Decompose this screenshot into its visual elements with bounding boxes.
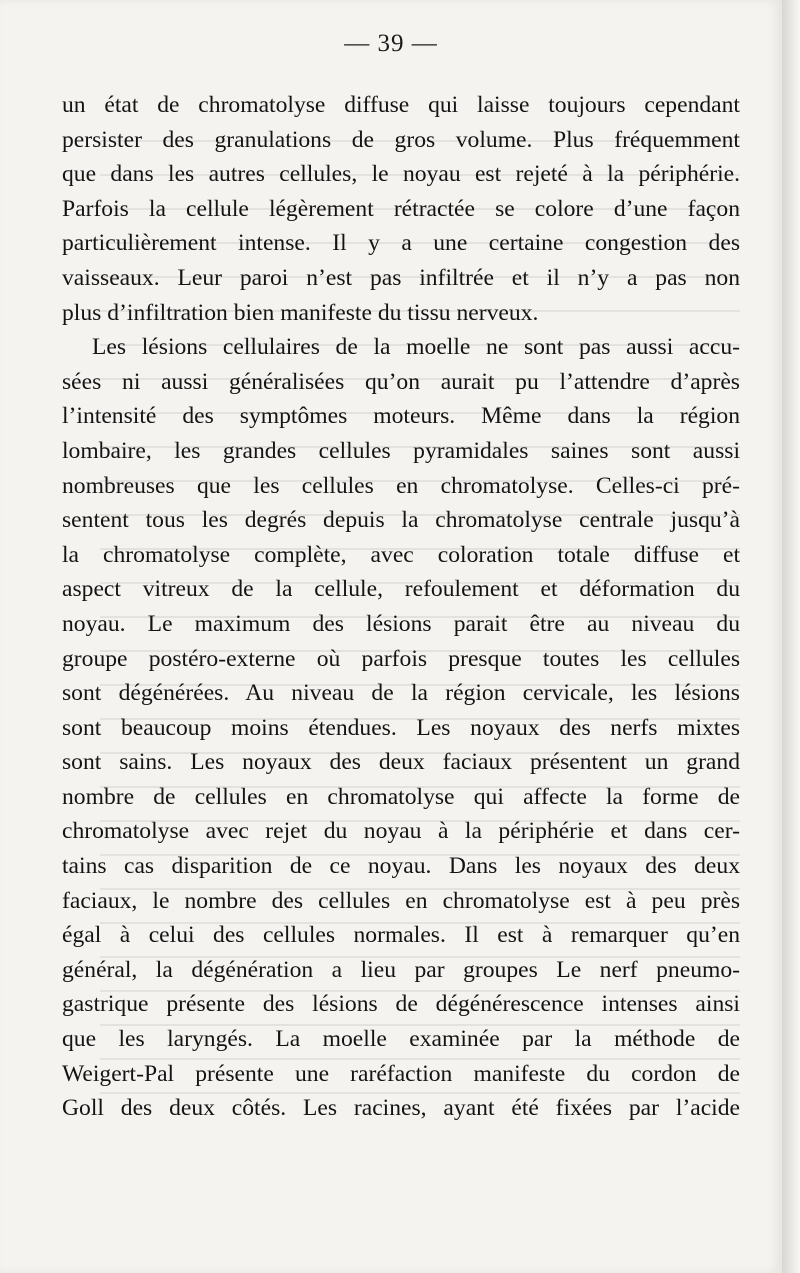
paragraph-2: [62, 330, 740, 1126]
text-line: sont dégénérées. Au niveau de la région cervicale, les lésions: [62, 680, 740, 707]
page-edge: [782, 0, 800, 1273]
text-line: particulièrement intense. Il y a une certaine congestion des: [62, 230, 740, 257]
text-line: Les lésions cellulaires de la moelle ne sont pas aussi accu-: [92, 334, 740, 361]
text-line: que les laryngés. La moelle examinée par la méthode de: [62, 1026, 740, 1053]
text-line: général, la dégénération a lieu par groupes Le nerf pneumo-: [62, 956, 740, 983]
text-line: nombreuses que les cellules en chromatolyse. Celles-ci pré-: [62, 472, 740, 499]
text-line: Weigert-Pal présente une raréfaction manifeste du cordon de: [62, 1060, 740, 1087]
text-line: tains cas disparition de ce noyau. Dans les noyaux des deux: [62, 853, 740, 880]
text-line: noyau. Le maximum des lésions parait être au niveau du: [62, 610, 740, 637]
text-line: que dans les autres cellules, le noyau est rejeté à la périphérie.: [62, 161, 740, 188]
text-line: sentent tous les degrés depuis la chromatolyse centrale jusqu’à: [62, 507, 740, 534]
text-line: l’intensité des symptômes moteurs. Même dans la région: [62, 403, 740, 430]
text-line: groupe postéro-externe où parfois presque toutes les cellules: [62, 645, 740, 672]
text-line: Goll des deux côtés. Les racines, ayant été fixées par l’acide: [62, 1095, 740, 1122]
paragraph-1: [62, 88, 740, 330]
text-line: vaisseaux. Leur paroi n’est pas infiltrée et il n’y a pas non: [62, 264, 740, 291]
text-line: faciaux, le nombre des cellules en chromatolyse est à peu près: [62, 887, 740, 914]
text-line: plus d’infiltration bien manifeste du tissu nerveux.: [62, 299, 539, 326]
text-line: nombre de cellules en chromatolyse qui affecte la forme de: [62, 783, 740, 810]
body-text: [62, 88, 740, 1126]
text-line: sont sains. Les noyaux des deux faciaux présentent un grand: [62, 749, 740, 776]
page-number: — 39 —: [344, 30, 438, 57]
text-line: un état de chromatolyse diffuse qui laisse toujours cependant: [62, 92, 740, 118]
text-line: gastrique présente des lésions de dégénérescence intenses ainsi: [62, 991, 740, 1018]
text-line: chromatolyse avec rejet du noyau à la périphérie et dans cer-: [62, 818, 740, 845]
text-line: aspect vitreux de la cellule, refoulement et déformation du: [62, 576, 740, 603]
text-line: sées ni aussi généralisées qu’on aurait pu l’attendre d’après: [62, 368, 740, 395]
text-line: égal à celui des cellules normales. Il est à remarquer qu’en: [62, 922, 740, 949]
text-line: sont beaucoup moins étendues. Les noyaux des nerfs mixtes: [62, 714, 740, 741]
text-line: la chromatolyse complète, avec coloration totale diffuse et: [62, 541, 740, 568]
text-line: lombaire, les grandes cellules pyramidales saines sont aussi: [62, 437, 740, 464]
text-line: Parfois la cellule légèrement rétractée se colore d’une façon: [62, 195, 740, 222]
text-line: persister des granulations de gros volume. Plus fréquemment: [62, 126, 740, 153]
